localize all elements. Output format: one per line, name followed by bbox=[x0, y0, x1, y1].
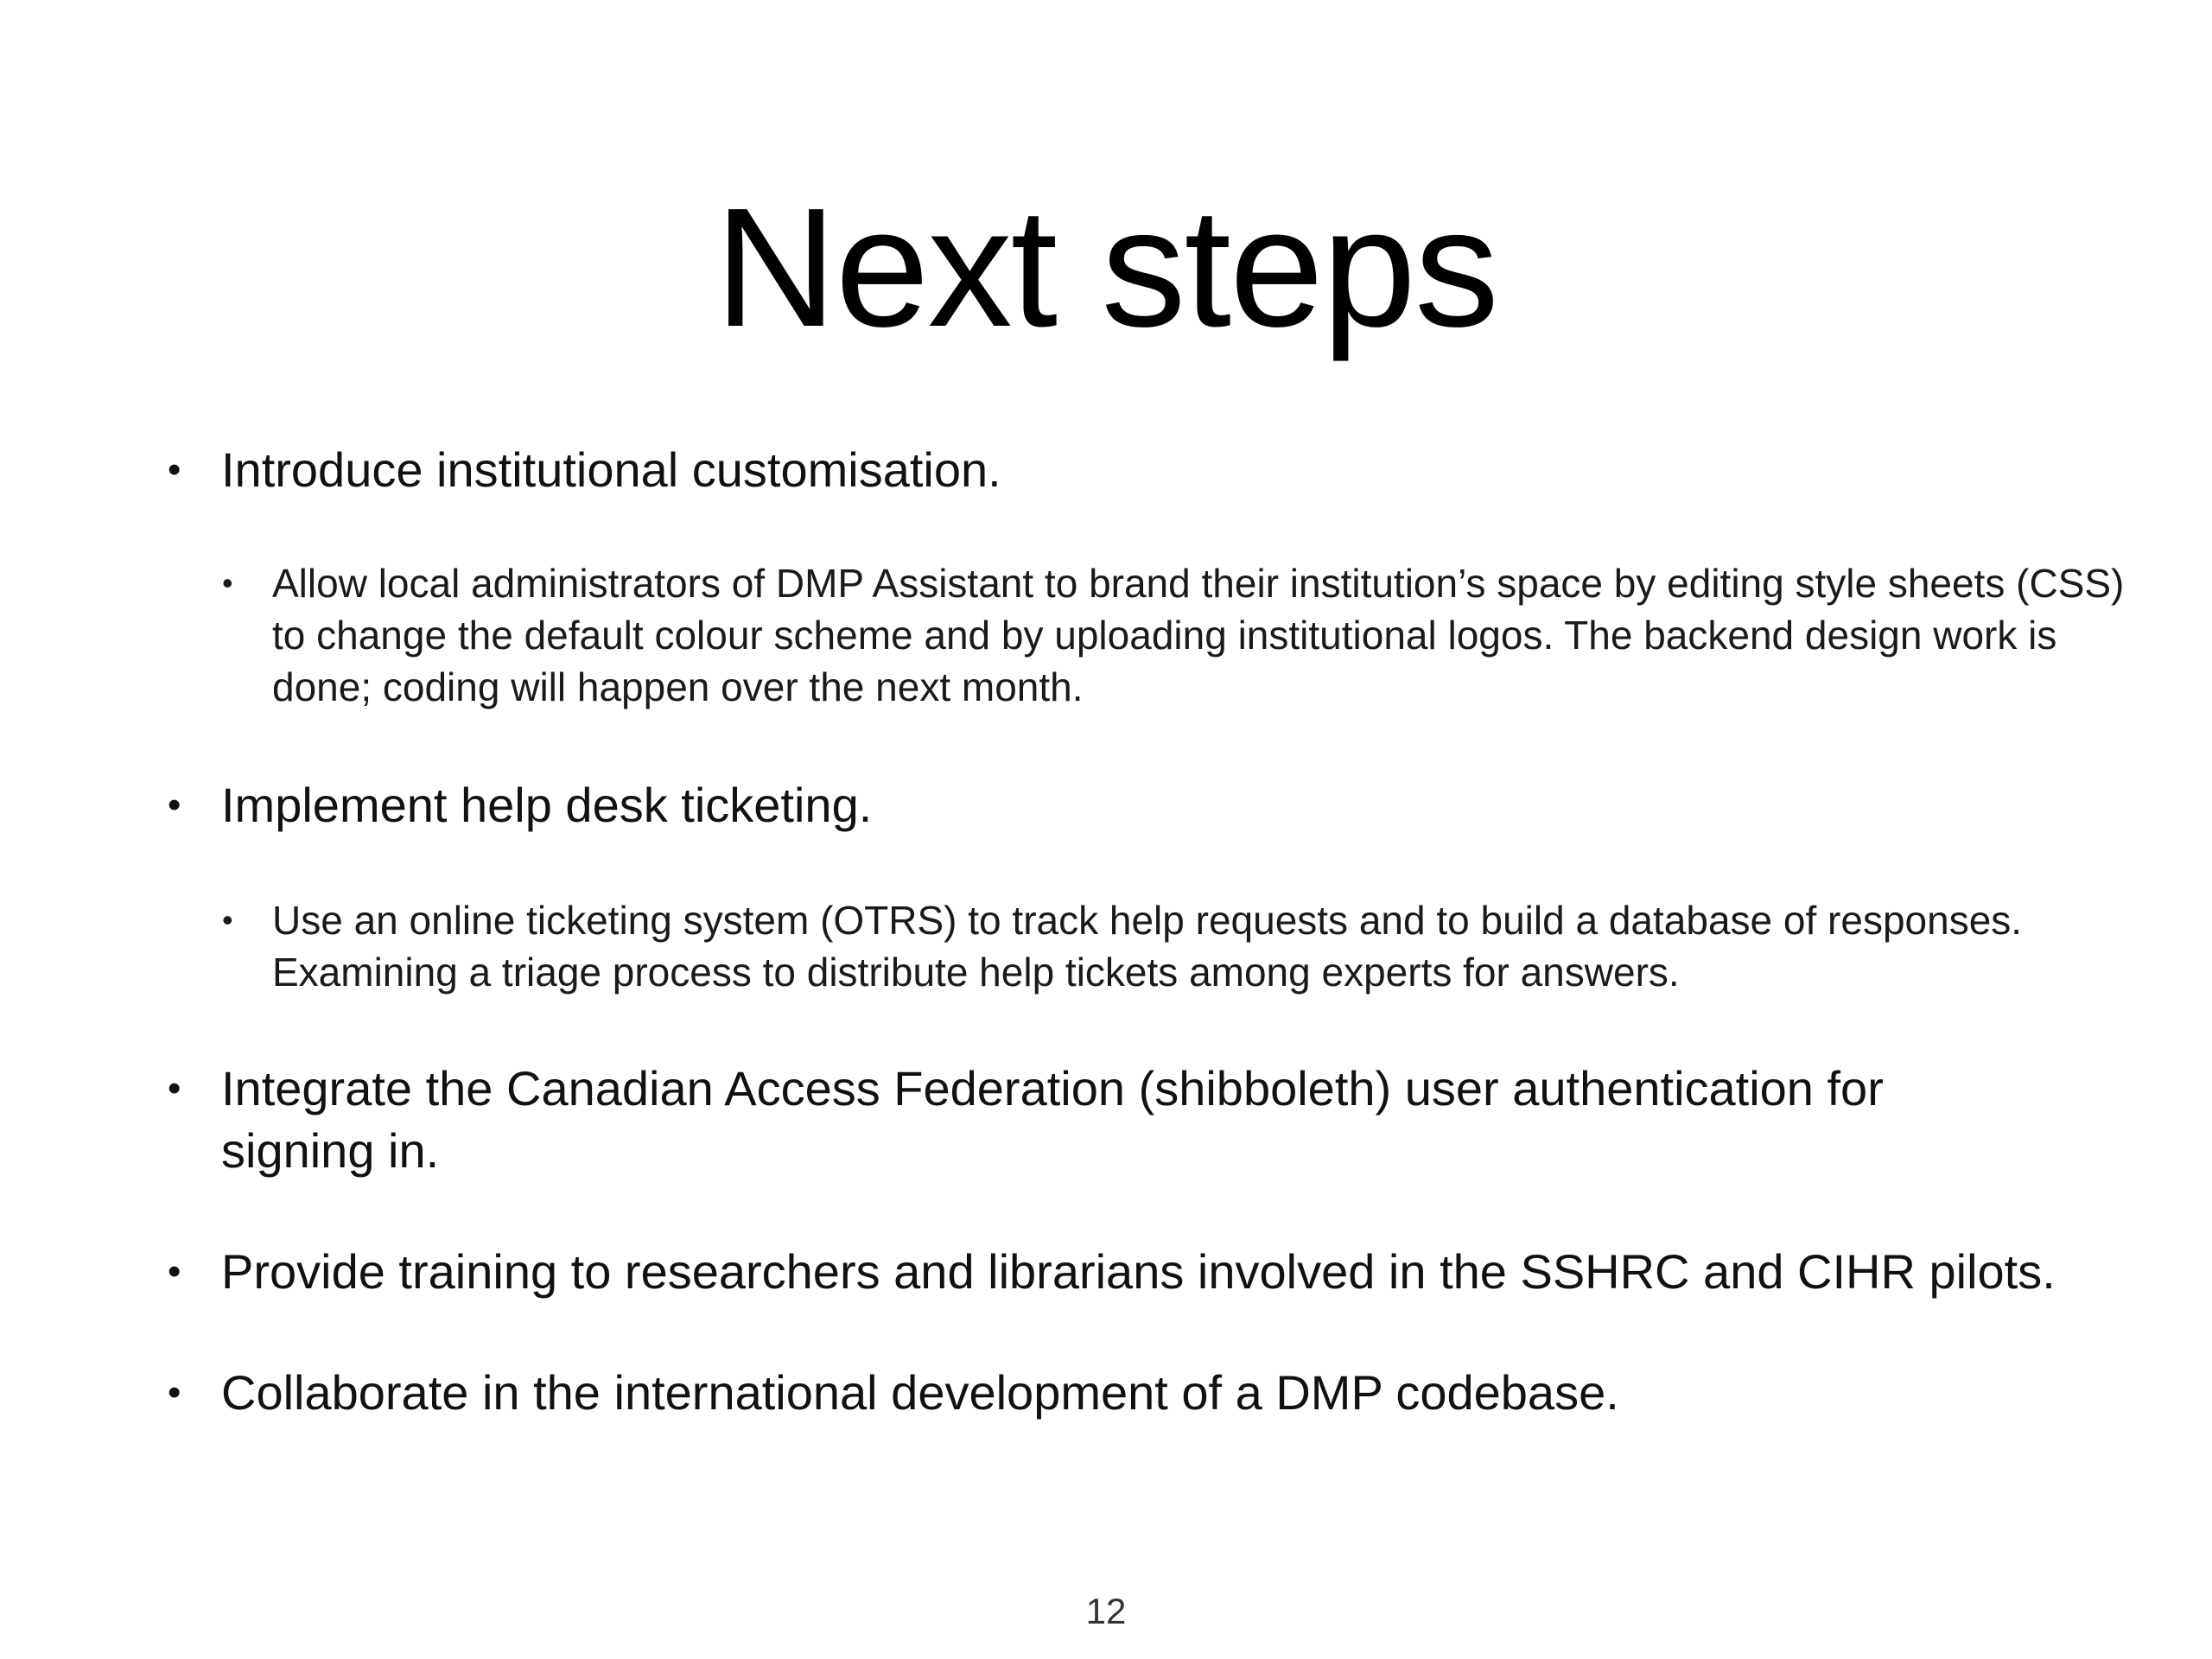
bullet-text: Allow local administrators of DMP Assistant to brand their institution’s space by editing style sheets (CSS) to change the default colour scheme and by uploading institutional logos. The backend design work is done; coding will happen over the next month. bbox=[272, 561, 2125, 709]
bullet-icon: • bbox=[168, 1250, 181, 1293]
bullet-item-training bbox=[168, 1241, 2157, 1303]
sub-bullet-item-branding bbox=[222, 557, 2139, 713]
page-number: 12 bbox=[1085, 1591, 1127, 1631]
sub-bullet-item-otrs bbox=[222, 894, 2173, 998]
bullet-icon: • bbox=[168, 1371, 181, 1414]
bullet-item-collaborate bbox=[168, 1362, 2157, 1424]
bullet-text: Introduce institutional customisation. bbox=[221, 442, 1001, 497]
bullet-icon: • bbox=[222, 902, 233, 938]
bullet-icon: • bbox=[168, 448, 181, 491]
bullet-text: Provide training to researchers and librarians involved in the SSHRC and CIHR pilots. bbox=[221, 1244, 2056, 1299]
bullet-item-help-desk bbox=[168, 774, 2157, 836]
bullet-item-introduce-customisation bbox=[168, 439, 2157, 501]
bullet-icon: • bbox=[168, 784, 181, 826]
bullet-text: Use an online ticketing system (OTRS) to track help requests and to build a database of responses. Examining a triage process to distribute help tickets among experts for answers. bbox=[272, 898, 2023, 995]
bullet-item-shibboleth bbox=[168, 1058, 2018, 1182]
bullet-icon: • bbox=[222, 565, 233, 601]
bullet-text: Implement help desk ticketing. bbox=[221, 778, 873, 832]
bullet-text: Integrate the Canadian Access Federation (shibboleth) user authentication for signing in. bbox=[221, 1061, 1884, 1178]
bullet-icon: • bbox=[168, 1067, 181, 1109]
bullet-text: Collaborate in the international development of a DMP codebase. bbox=[221, 1365, 1619, 1420]
slide-title: Next steps bbox=[715, 173, 1497, 362]
